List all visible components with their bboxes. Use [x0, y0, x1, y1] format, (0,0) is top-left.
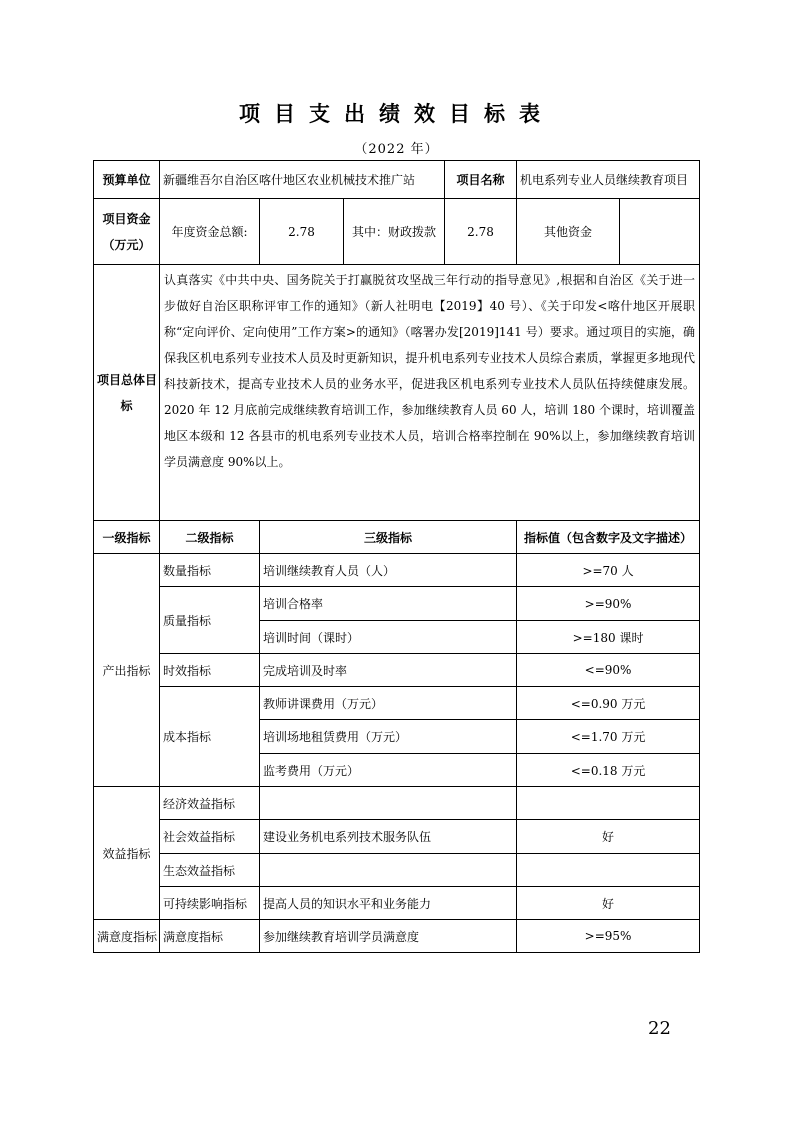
economic-indicator-label: 经济效益指标: [160, 787, 260, 820]
table-row: [94, 654, 700, 687]
indicator-value: <=1.70 万元: [517, 720, 700, 754]
indicator-name: 教师讲课费用（万元）: [260, 687, 517, 720]
social-indicator-label: 社会效益指标: [160, 820, 260, 854]
project-name-value: 机电系列专业人员继续教育项目: [517, 161, 700, 199]
funds-label-line2: （万元）: [102, 237, 151, 252]
ecological-indicator-label: 生态效益指标: [160, 854, 260, 887]
year-subtitle: （2022 年）: [354, 142, 439, 157]
fiscal-value: 2.78: [445, 199, 517, 265]
quality-indicator-label: 质量指标: [160, 587, 260, 654]
indicator-value: 好: [517, 887, 700, 920]
budget-unit-value: 新疆维吾尔自治区喀什地区农业机械技术推广站: [160, 161, 445, 199]
indicator-value: <=0.90 万元: [517, 687, 700, 720]
indicator-value: 好: [517, 820, 700, 854]
goal-label-line2: 标: [120, 398, 133, 413]
indicator-value: >=70 人: [517, 554, 700, 587]
table-row: [94, 820, 700, 854]
page-number: 22: [648, 1018, 671, 1039]
table-row: [94, 587, 700, 621]
funds-label-line1: 项目资金: [102, 211, 151, 226]
funds-label: [94, 199, 160, 265]
other-funds-value: [620, 199, 700, 265]
output-indicator-label: 产出指标: [94, 554, 160, 787]
indicator-name: 培训时间（课时）: [260, 621, 517, 654]
level3-header: 三级指标: [260, 521, 517, 554]
indicator-name: 培训场地租赁费用（万元）: [260, 720, 517, 754]
indicator-value: [517, 854, 700, 887]
indicator-name: 参加继续教育培训学员满意度: [260, 920, 517, 953]
timeliness-indicator-label: 时效指标: [160, 654, 260, 687]
indicator-value: >=95%: [517, 920, 700, 953]
indicator-name: 建设业务机电系列技术服务队伍: [260, 820, 517, 854]
goal-text: 认真落实《中共中央、国务院关于打赢脱贫攻坚战三年行动的指导意见》,根据和自治区《关于进一步做好自治区职称评审工作的通知》（新人社明电【2019】40 号）、《关于印发<喀什地区开展职称“定向评价、定向使用”工作方案>的通知》（喀署办发[2019]141 号）要求。通过项目的实施，确保我区机电系列专业技术人员及时更新知识，提升机电系列专业技术人员综合素质，掌握更多地现代科技新技术，提高专业技术人员的业务水平，促进我区机电系列专业技术人员队伍持续健康发展。2020 年 12 月底前完成继续教育培训工作，参加继续教育人员 60 人，培训 180 个课时，培训覆盖地区本级和 12 各县市的机电系列专业技术人员，培训合格率控制在 90%以上，参加继续教育培训学员满意度 90%以上。: [160, 265, 700, 521]
level1-header: 一级指标: [94, 521, 160, 554]
quantity-indicator-label: 数量指标: [160, 554, 260, 587]
table-row: [94, 854, 700, 887]
indicator-value: >=180 课时: [517, 621, 700, 654]
annual-total-label: 年度资金总额:: [160, 199, 260, 265]
indicator-name: 监考费用（万元）: [260, 754, 517, 787]
indicator-value: <=0.18 万元: [517, 754, 700, 787]
annual-total-value: 2.78: [260, 199, 344, 265]
satisfaction-indicator-label: 满意度指标: [94, 920, 160, 953]
indicator-name: 培训合格率: [260, 587, 517, 621]
level2-header: 二级指标: [160, 521, 260, 554]
sustainable-indicator-label: 可持续影响指标: [160, 887, 260, 920]
funds-row: [94, 199, 700, 265]
goal-label: [94, 265, 160, 521]
benefit-indicator-label: 效益指标: [94, 787, 160, 920]
indicator-header-row: [94, 521, 700, 554]
indicator-value: <=90%: [517, 654, 700, 687]
table-row: [94, 687, 700, 720]
table-row: [94, 787, 700, 820]
value-header: 指标值（包含数字及文字描述）: [517, 521, 700, 554]
page-title: 项目支出绩效目标表: [239, 102, 554, 126]
budget-unit-label: 预算单位: [94, 161, 160, 199]
indicator-name: 完成培训及时率: [260, 654, 517, 687]
indicator-name: [260, 854, 517, 887]
other-funds-label: 其他资金: [517, 199, 620, 265]
table-row: [94, 554, 700, 587]
project-name-label: 项目名称: [445, 161, 517, 199]
performance-target-table: [93, 160, 700, 953]
goal-label-line1: 项目总体目: [97, 372, 158, 387]
goal-row: [94, 265, 700, 521]
table-row: [94, 920, 700, 953]
indicator-name: [260, 787, 517, 820]
table-row: [94, 887, 700, 920]
indicator-name: 提高人员的知识水平和业务能力: [260, 887, 517, 920]
indicator-value: [517, 787, 700, 820]
fiscal-label: 其中：财政拨款: [344, 199, 445, 265]
indicator-name: 培训继续教育人员（人）: [260, 554, 517, 587]
satisfaction-sub-label: 满意度指标: [160, 920, 260, 953]
cost-indicator-label: 成本指标: [160, 687, 260, 787]
header-row: [94, 161, 700, 199]
indicator-value: >=90%: [517, 587, 700, 621]
